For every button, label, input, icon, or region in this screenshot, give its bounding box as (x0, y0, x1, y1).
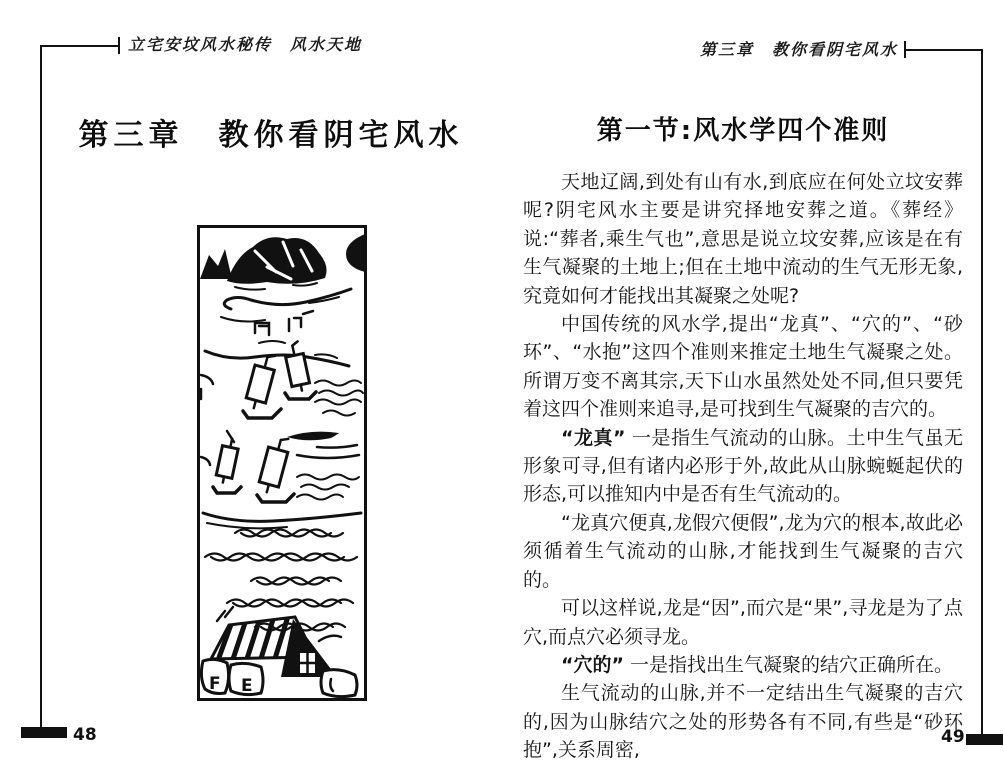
woodcut-illustration (197, 225, 367, 701)
waves (297, 475, 359, 500)
right-header-tick (904, 41, 906, 58)
body-paragraph: 中国传统的风水学,提出“龙真”、“穴的”、“砂环”、“水抱”这四个准则来推定土地生气凝聚之处。所谓万变不离其宗,天下山水虽然处处不同,但只要凭着这四个准则来追寻,是可找到生气凝聚的吉穴的。 (523, 313, 963, 421)
right-footer-bar (966, 734, 1003, 745)
chapter-title: 第三章 教你看阴宅风水 (78, 118, 464, 153)
body-paragraph: “龙真穴便真,龙假穴便假”,龙为穴的根本,故此必须循着生气流动的山脉,才能找到生气凝聚的吉穴的。 (523, 511, 963, 591)
left-footer-bar (21, 727, 67, 738)
shoreline (205, 289, 351, 366)
body-paragraph: 天地辽阔,到处有山有水,到底应在何处立坟安葬呢?阴宅风水主要是讲究择地安葬之道。《葬经》说:“葬者,乘生气也”,意思是说立坟安葬,应该是在有生气凝聚的土地上;但在土地中流动的生气无形无象,究竟如何才能找出其凝聚之处呢? (523, 171, 963, 307)
sailboat-icon (283, 341, 316, 399)
right-page-rule (981, 49, 983, 735)
right-page-number: 49 (941, 727, 965, 747)
right-header-line (905, 49, 983, 51)
body-text (523, 168, 963, 760)
boulder-mark: F (209, 674, 221, 694)
sailboat-icon (257, 435, 294, 502)
water-lines (203, 513, 361, 528)
left-running-header: 立宅安坟风水秘传 风水天地 (128, 35, 363, 54)
skiff-icon (287, 432, 359, 458)
sailboat-icon (213, 437, 241, 493)
boulders (201, 659, 357, 696)
body-paragraph: 可以这样说,龙是“因”,而穴是“果”,寻龙是为了点穴,而点穴必须寻龙。 (523, 597, 963, 648)
body-paragraph: 生气流动的山脉,并不一定结出生气凝聚的吉穴的,因为山脉结穴之处的形势各有不同,有些是“砂环抱”,关系周密, (523, 682, 963, 760)
sailboat-icon (243, 352, 281, 418)
section-title: 第一节:风水学四个准则 (596, 116, 890, 146)
left-header-line (40, 45, 120, 47)
waves (315, 381, 363, 416)
body-paragraph: “龙真” 一是指生气流动的山脉。土中生气虽无形象可寻,但有诸内必形于外,故此从山脉蜿蜒起伏的形态,可以推知内中是否有生气流动的。 (523, 426, 963, 506)
right-running-header: 第三章 教你看阴宅风水 (699, 40, 898, 59)
body-paragraph: “穴的” 一是指找出生气凝聚的结穴正确所在。 (561, 653, 954, 676)
left-header-tick (118, 37, 120, 54)
mountains-icon (200, 234, 365, 290)
boulder-mark: E (241, 676, 253, 696)
left-page-number: 48 (73, 725, 97, 745)
